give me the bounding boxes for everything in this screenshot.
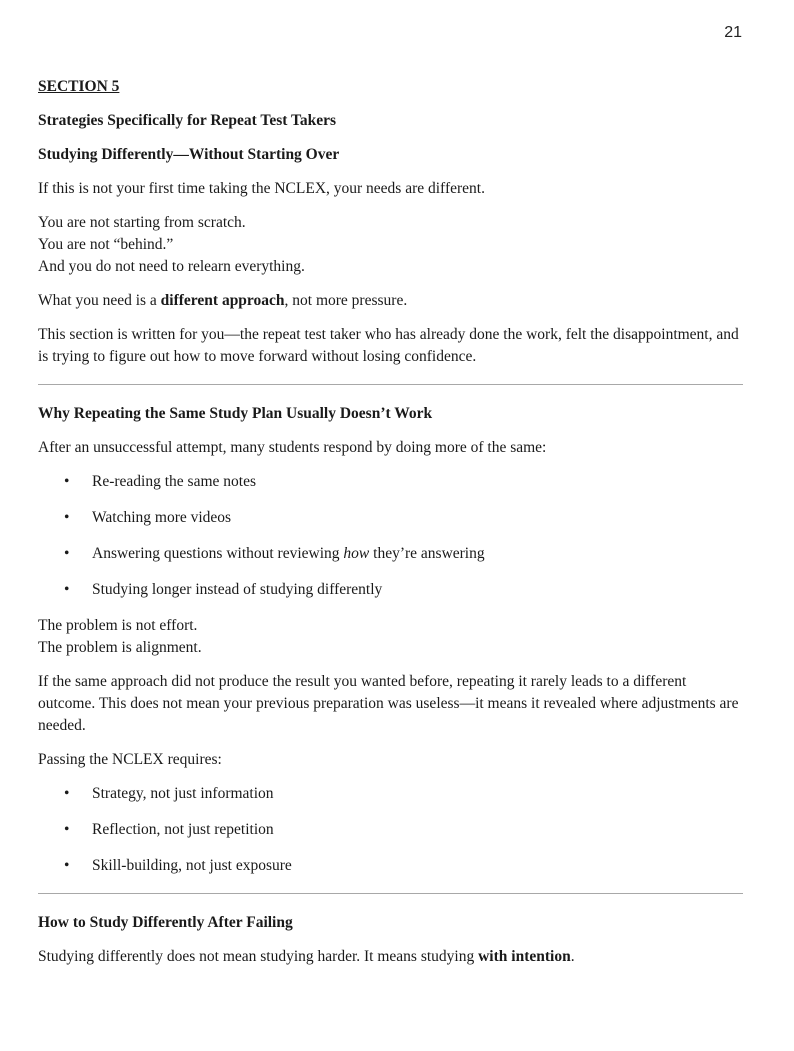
italic-word: how (343, 545, 370, 562)
approach-text: What you need is a (38, 292, 161, 309)
how-heading: How to Study Differently After Failing (38, 914, 293, 931)
why-heading: Why Repeating the Same Study Plan Usually Doesn’t Work (38, 405, 433, 422)
bullet-icon: • (64, 581, 70, 598)
divider (38, 893, 743, 894)
bullet-icon: • (64, 821, 70, 838)
why-lead: After an unsuccessful attempt, many students respond by doing more of the same: (38, 439, 547, 456)
document-body (38, 76, 743, 980)
reassurance-lines (38, 212, 743, 278)
reassurance-line: You are not “behind.” (38, 236, 174, 253)
bullet-icon: • (64, 545, 70, 562)
problem-line: The problem is not effort. (38, 617, 198, 634)
problem-lines (38, 615, 743, 659)
how-bold: with intention (478, 948, 571, 965)
bullet-icon: • (64, 857, 70, 874)
list-item: • Reflection, not just repetition (38, 819, 743, 841)
approach-text-end: , not more pressure. (284, 292, 408, 309)
list-item: • Watching more videos (38, 507, 743, 529)
approach-paragraph (38, 290, 743, 312)
bullet-icon: • (64, 509, 70, 526)
section-label: SECTION 5 (38, 78, 120, 95)
explanation-paragraph: If the same approach did not produce the result you wanted before, repeating it rarely leads to a different outcome. This does not mean your previous preparation was useless—it means it revealed where adjustments are needed. (38, 673, 739, 734)
reassurance-line: You are not starting from scratch. (38, 214, 246, 231)
requirements-list (38, 783, 743, 877)
list-item: • Strategy, not just information (38, 783, 743, 805)
bullet-icon: • (64, 473, 70, 490)
requires-lead: Passing the NCLEX requires: (38, 751, 222, 768)
list-item: • Studying longer instead of studying differently (38, 579, 743, 601)
list-item: • Skill-building, not just exposure (38, 855, 743, 877)
intro-paragraph: If this is not your first time taking the NCLEX, your needs are different. (38, 180, 485, 197)
list-item: • Re-reading the same notes (38, 471, 743, 493)
divider (38, 384, 743, 385)
bullet-icon: • (64, 785, 70, 802)
page-number: 21 (724, 24, 742, 41)
approach-bold: different approach (160, 292, 285, 309)
section-title: Strategies Specifically for Repeat Test Takers (38, 112, 337, 129)
audience-paragraph: This section is written for you—the repeat test taker who has already done the work, felt the disappointment, and is trying to figure out how to move forward without losing confidence. (38, 326, 739, 365)
how-paragraph: Studying differently does not mean studying harder. It means studying with intention. (38, 948, 575, 965)
reassurance-line: And you do not need to relearn everything. (38, 258, 305, 275)
list-item: • Answering questions without reviewing how they’re answering (38, 543, 743, 565)
bullet-list (38, 471, 743, 601)
section-subtitle: Studying Differently—Without Starting Over (38, 146, 340, 163)
problem-line: The problem is alignment. (38, 639, 202, 656)
